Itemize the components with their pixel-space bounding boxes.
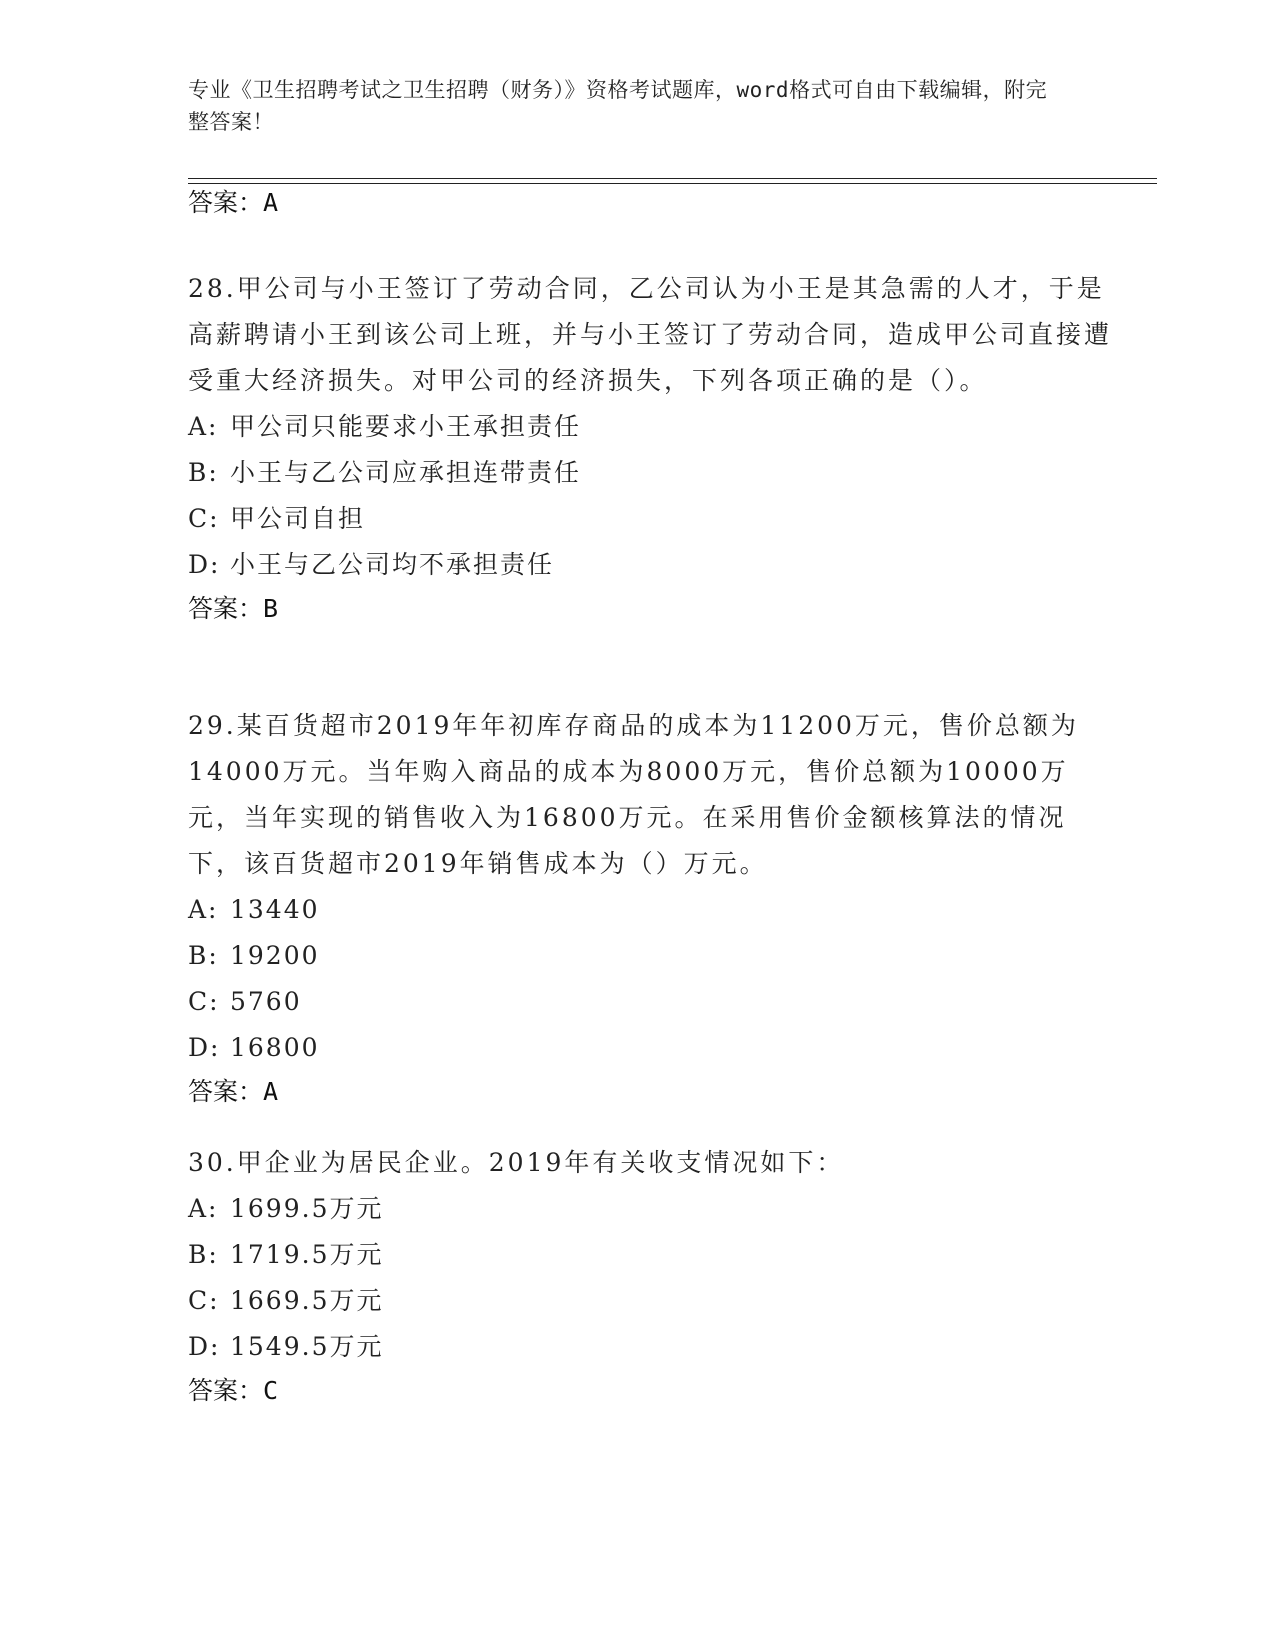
question-text: 30.甲企业为居民企业。2019年有关收支情况如下： xyxy=(188,1148,845,1177)
option-letter: C: xyxy=(188,987,220,1016)
header-divider-bottom xyxy=(188,183,1157,184)
option-text: 甲公司自担 xyxy=(230,504,366,533)
option-letter: C: xyxy=(188,504,220,533)
option-letter: B: xyxy=(188,458,219,487)
question-29 xyxy=(188,703,1118,1123)
option-a xyxy=(188,404,1118,450)
question-30 xyxy=(188,1140,1118,1422)
option-text: 小王与乙公司均不承担责任 xyxy=(230,550,555,579)
option-b xyxy=(188,933,1118,979)
option-text: 小王与乙公司应承担连带责任 xyxy=(230,458,582,487)
option-letter: A: xyxy=(188,1194,219,1223)
option-letter: A: xyxy=(188,895,219,924)
document-page xyxy=(188,0,1118,1650)
option-a xyxy=(188,887,1118,933)
option-text: 19200 xyxy=(230,941,320,970)
option-letter: B: xyxy=(188,941,219,970)
option-c xyxy=(188,1278,1118,1324)
option-text: 甲公司只能要求小王承担责任 xyxy=(230,412,582,441)
header-divider-top xyxy=(188,178,1157,179)
option-a xyxy=(188,1186,1118,1232)
option-letter: C: xyxy=(188,1286,220,1315)
answer-label: 答案：A xyxy=(188,188,279,217)
document-header: 专业《卫生招聘考试之卫生招聘（财务）》资格考试题库，word格式可自由下载编辑，附完整答案！ xyxy=(188,78,1048,134)
option-b xyxy=(188,450,1118,496)
option-d xyxy=(188,1025,1118,1071)
answer-label: 答案：C xyxy=(188,1376,279,1405)
option-letter: A: xyxy=(188,412,219,441)
option-letter: B: xyxy=(188,1240,219,1269)
option-c xyxy=(188,979,1118,1025)
option-text: 1549.5万元 xyxy=(230,1332,384,1361)
option-c xyxy=(188,496,1118,542)
previous-answer-block xyxy=(188,188,1118,234)
option-text: 16800 xyxy=(230,1033,320,1062)
answer-label: 答案：A xyxy=(188,1077,279,1106)
option-text: 1719.5万元 xyxy=(230,1240,384,1269)
option-d xyxy=(188,542,1118,588)
option-b xyxy=(188,1232,1118,1278)
question-text: 28.甲公司与小王签订了劳动合同，乙公司认为小王是其急需的人才，于是高薪聘请小王到该公司上班，并与小王签订了劳动合同，造成甲公司直接遭受重大经济损失。对甲公司的经济损失，下列各项正确的是（）。 xyxy=(188,274,1113,395)
question-text: 29.某百货超市2019年年初库存商品的成本为11200万元，售价总额为14000万元。当年购入商品的成本为8000万元，售价总额为10000万元，当年实现的销售收入为16800万元。在采用售价金额核算法的情况下，该百货超市2019年销售成本为（）万元。 xyxy=(188,711,1079,878)
option-text: 1669.5万元 xyxy=(230,1286,384,1315)
option-letter: D: xyxy=(188,550,221,579)
option-text: 1699.5万元 xyxy=(230,1194,384,1223)
option-letter: D: xyxy=(188,1332,221,1361)
question-28 xyxy=(188,266,1118,640)
option-d xyxy=(188,1324,1118,1370)
option-letter: D: xyxy=(188,1033,221,1062)
answer-label: 答案：B xyxy=(188,594,279,623)
option-text: 13440 xyxy=(230,895,320,924)
option-text: 5760 xyxy=(230,987,302,1016)
